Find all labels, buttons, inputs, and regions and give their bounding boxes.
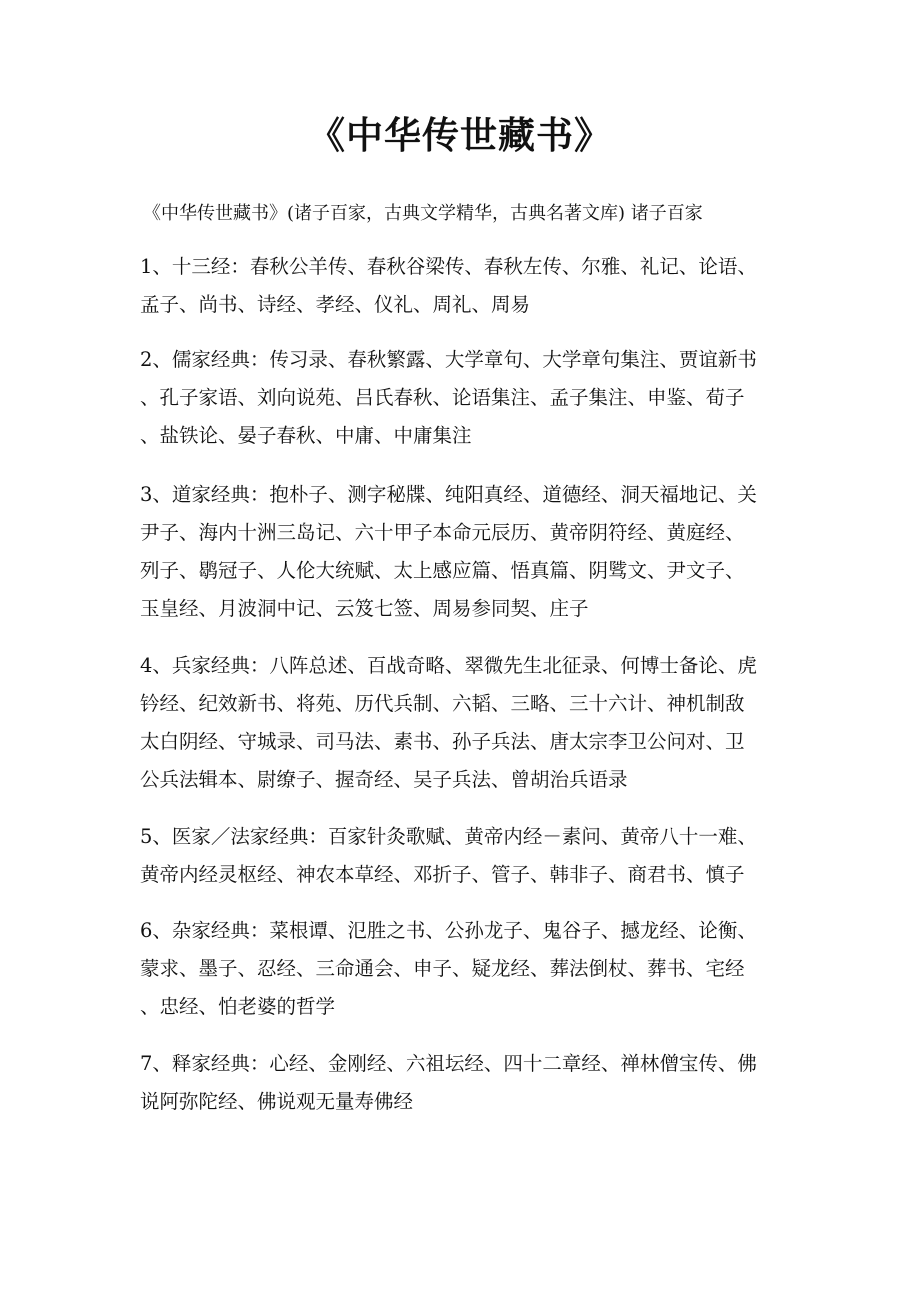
section-paragraph-3 — [140, 476, 790, 628]
section-paragraph-1 — [140, 248, 790, 324]
paragraph-line: 5、医家／法家经典：百家针灸歌赋、黄帝内经－素问、黄帝八十一难、 — [140, 825, 757, 848]
paragraph-line: 尹子、海内十洲三岛记、六十甲子本命元辰历、黄帝阴符经、黄庭经、 — [140, 521, 745, 544]
paragraph-line: 太白阴经、守城录、司马法、素书、孙子兵法、唐太宗李卫公问对、卫 — [140, 730, 745, 753]
paragraph-line: 说阿弥陀经、佛说观无量寿佛经 — [140, 1090, 414, 1113]
paragraph-line: 4、兵家经典：八阵总述、百战奇略、翠微先生北征录、何博士备论、虎 — [140, 654, 757, 677]
paragraph-line: 2、儒家经典：传习录、春秋繁露、大学章句、大学章句集注、贾谊新书 — [140, 348, 757, 371]
paragraph-line: 、忠经、怕老婆的哲学 — [140, 995, 336, 1018]
intro-line: 《中华传世藏书》(诸子百家，古典文学精华，古典名著文库) 诸子百家 — [143, 203, 703, 224]
section-paragraph-2 — [140, 341, 790, 455]
paragraph-line: 3、道家经典：抱朴子、测字秘牒、纯阳真经、道德经、洞天福地记、关 — [140, 483, 757, 506]
section-paragraph-7 — [140, 1045, 790, 1121]
paragraph-line: 、孔子家语、刘向说苑、吕氏春秋、论语集注、孟子集注、申鉴、荀子 — [140, 386, 745, 409]
document-title: 《中华传世藏书》 — [308, 113, 612, 157]
paragraph-line: 列子、鹖冠子、人伦大统赋、太上感应篇、悟真篇、阴骘文、尹文子、 — [140, 559, 745, 582]
paragraph-line: 6、杂家经典：菜根谭、氾胜之书、公孙龙子、鬼谷子、撼龙经、论衡、 — [140, 919, 757, 942]
paragraph-line: 蒙求、墨子、忍经、三命通会、申子、疑龙经、葬法倒杖、葬书、宅经 — [140, 957, 745, 980]
section-paragraph-5 — [140, 818, 790, 894]
paragraph-line: 7、释家经典：心经、金刚经、六祖坛经、四十二章经、禅林僧宝传、佛 — [140, 1052, 757, 1075]
section-paragraph-4 — [140, 647, 790, 799]
paragraph-line: 黄帝内经灵枢经、神农本草经、邓折子、管子、韩非子、商君书、慎子 — [140, 863, 745, 886]
section-paragraph-6 — [140, 912, 790, 1026]
paragraph-line: 钤经、纪效新书、将苑、历代兵制、六韬、三略、三十六计、神机制敌 — [140, 692, 745, 715]
paragraph-line: 、盐铁论、晏子春秋、中庸、中庸集注 — [140, 424, 472, 447]
paragraph-line: 孟子、尚书、诗经、孝经、仪礼、周礼、周易 — [140, 293, 531, 316]
paragraph-line: 玉皇经、月波洞中记、云笈七签、周易参同契、庄子 — [140, 597, 589, 620]
paragraph-line: 公兵法辑本、尉缭子、握奇经、吴子兵法、曾胡治兵语录 — [140, 768, 628, 791]
paragraph-line: 1、十三经：春秋公羊传、春秋谷梁传、春秋左传、尔雅、礼记、论语、 — [140, 255, 757, 278]
